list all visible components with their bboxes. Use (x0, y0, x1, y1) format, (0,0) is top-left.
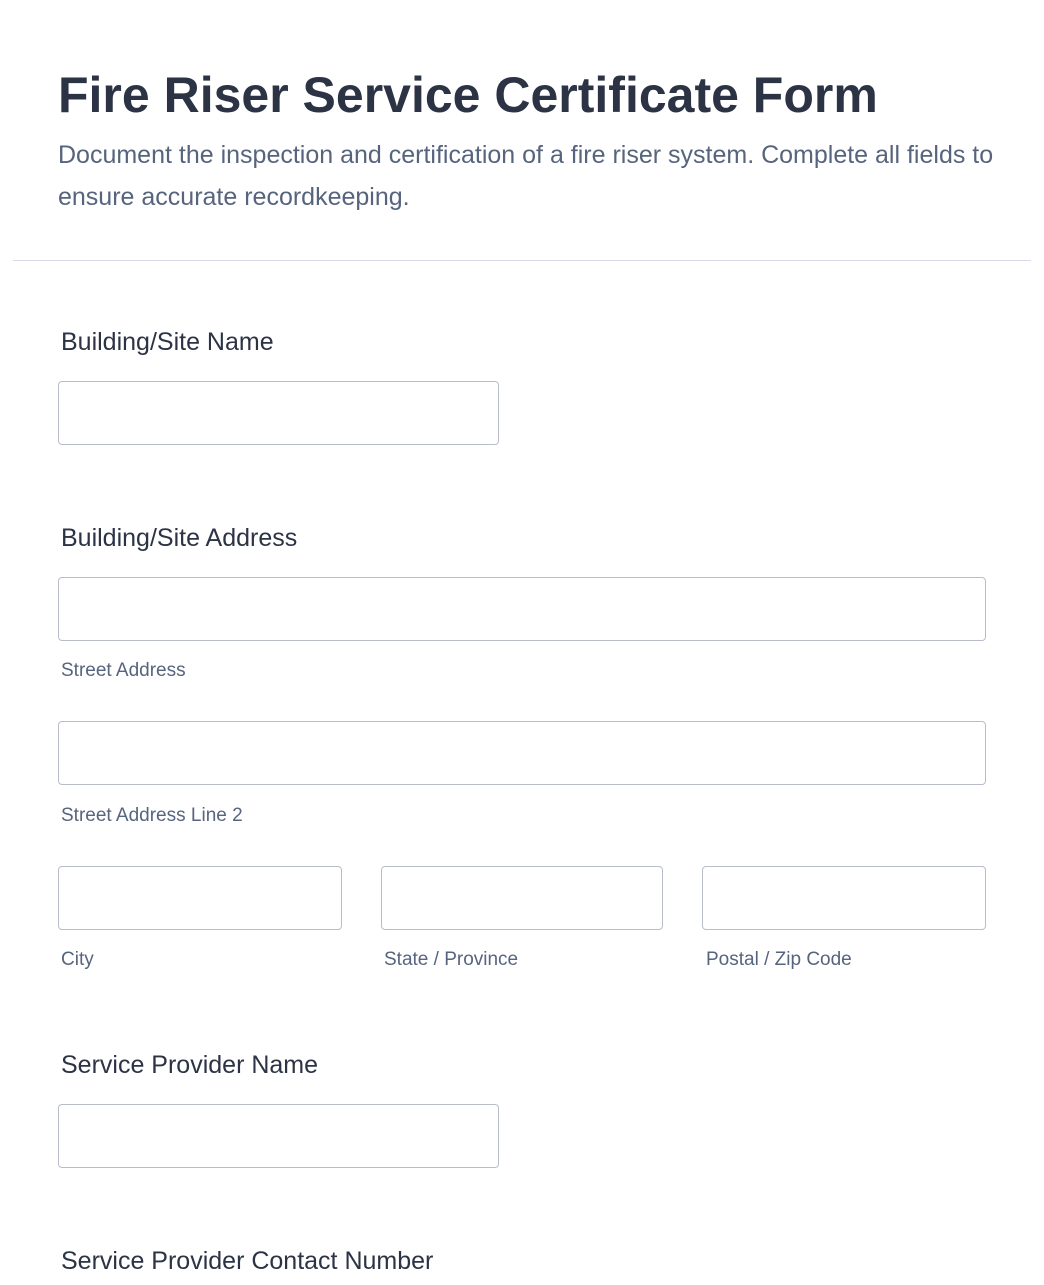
provider-contact-label: Service Provider Contact Number (61, 1247, 434, 1275)
state-province-input[interactable] (381, 866, 663, 930)
building-address-label: Building/Site Address (61, 524, 298, 552)
form-header (58, 62, 998, 218)
city-input[interactable] (58, 866, 342, 930)
form-subtitle: Document the inspection and certification of a fire riser system. Complete all fields to ensure accurate recordkeeping. (58, 141, 994, 211)
provider-name-label: Service Provider Name (61, 1051, 319, 1079)
street-address-line2-sublabel: Street Address Line 2 (61, 805, 243, 826)
provider-name-input[interactable] (58, 1104, 499, 1168)
building-name-input[interactable] (58, 381, 499, 445)
city-sublabel: City (61, 949, 94, 970)
header-divider (13, 260, 1031, 261)
form-title: Fire Riser Service Certificate Form (58, 67, 878, 123)
street-address-line2-input[interactable] (58, 721, 986, 785)
street-address-sublabel: Street Address (61, 660, 186, 681)
postal-code-sublabel: Postal / Zip Code (706, 949, 852, 970)
state-province-sublabel: State / Province (384, 949, 519, 970)
street-address-input[interactable] (58, 577, 986, 641)
building-name-label: Building/Site Name (61, 328, 274, 356)
postal-code-input[interactable] (702, 866, 986, 930)
